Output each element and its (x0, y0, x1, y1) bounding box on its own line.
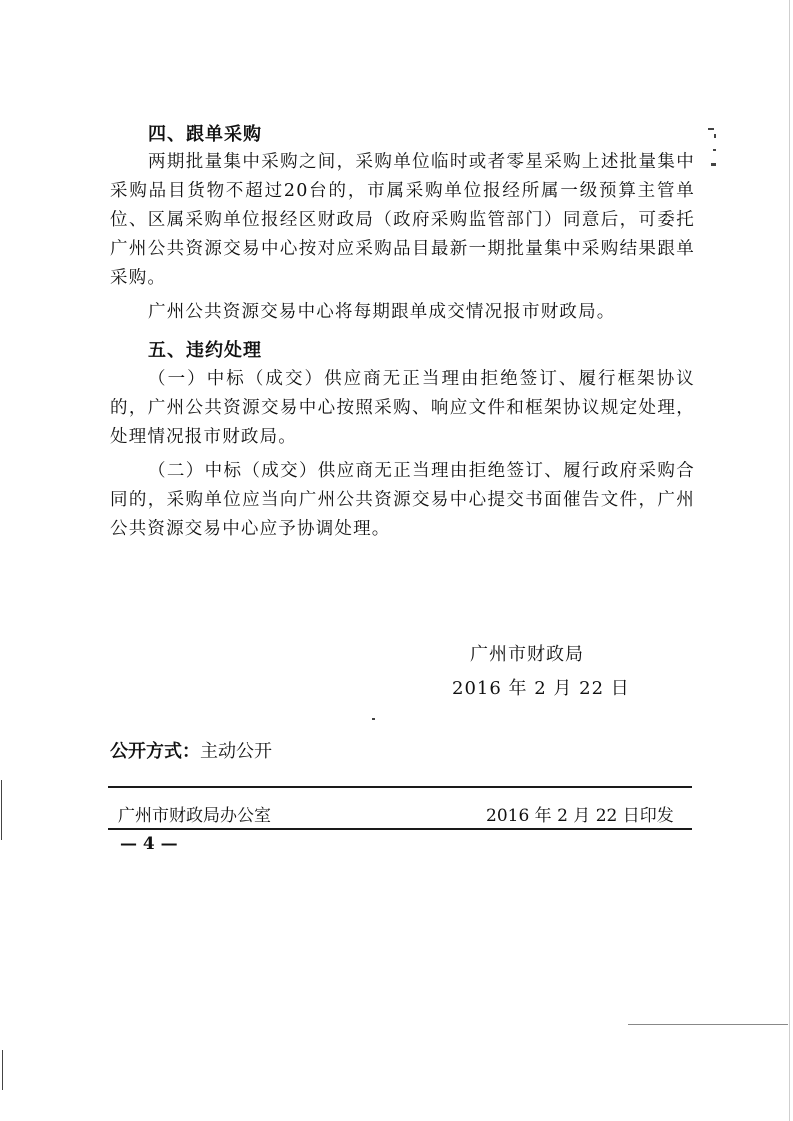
scan-artifact (713, 149, 716, 151)
scan-artifact (714, 134, 716, 138)
footer-office: 广州市财政局办公室 (118, 806, 271, 826)
disclosure-label: 公开方式： (110, 741, 200, 762)
section-5-paragraph-1: （一）中标（成交）供应商无正当理由拒绝签订、履行框架协议的，广州公共资源交易中心按照采购、响应文件和框架协议规定处理，处理情况报市财政局。 (110, 369, 695, 447)
signature-date: 2016 年 2 月 22 日 (452, 678, 630, 699)
page-number: — 4 — (120, 834, 178, 854)
disclosure-line (110, 737, 272, 763)
scan-artifact (628, 1024, 788, 1025)
footer-bottom-rule (108, 828, 692, 830)
footer-print-date: 2016 年 2 月 22 日印发 (486, 806, 674, 826)
scan-edge (789, 0, 790, 1121)
scan-artifact (711, 163, 716, 166)
scan-artifact (372, 718, 375, 720)
signature-org: 广州市财政局 (470, 644, 584, 665)
section-5-heading: 五、违约处理 (148, 340, 262, 361)
section-4-paragraph-1: 两期批量集中采购之间，采购单位临时或者零星采购上述批量集中采购品目货物不超过20台的，市属采购单位报经所属一级预算主管单位、区属采购单位报经区财政局（政府采购监管部门）同意后，可委托广州公共资源交易中心按对应采购品目最新一期批量集中采购结果跟单采购。 (110, 152, 695, 288)
scan-artifact (1, 780, 2, 840)
section-4-heading: 四、跟单采购 (148, 124, 262, 145)
footer-top-rule (108, 786, 692, 788)
section-4-paragraph-2: 广州公共资源交易中心将每期跟单成交情况报市财政局。 (148, 302, 616, 322)
disclosure-value: 主动公开 (200, 741, 272, 762)
scan-artifact (2, 1050, 3, 1090)
section-5-paragraph-2: （二）中标（成交）供应商无正当理由拒绝签订、履行政府采购合同的，采购单位应当向广州公共资源交易中心提交书面催告文件，广州公共资源交易中心应予协调处理。 (110, 461, 695, 539)
scan-artifact (708, 128, 714, 130)
